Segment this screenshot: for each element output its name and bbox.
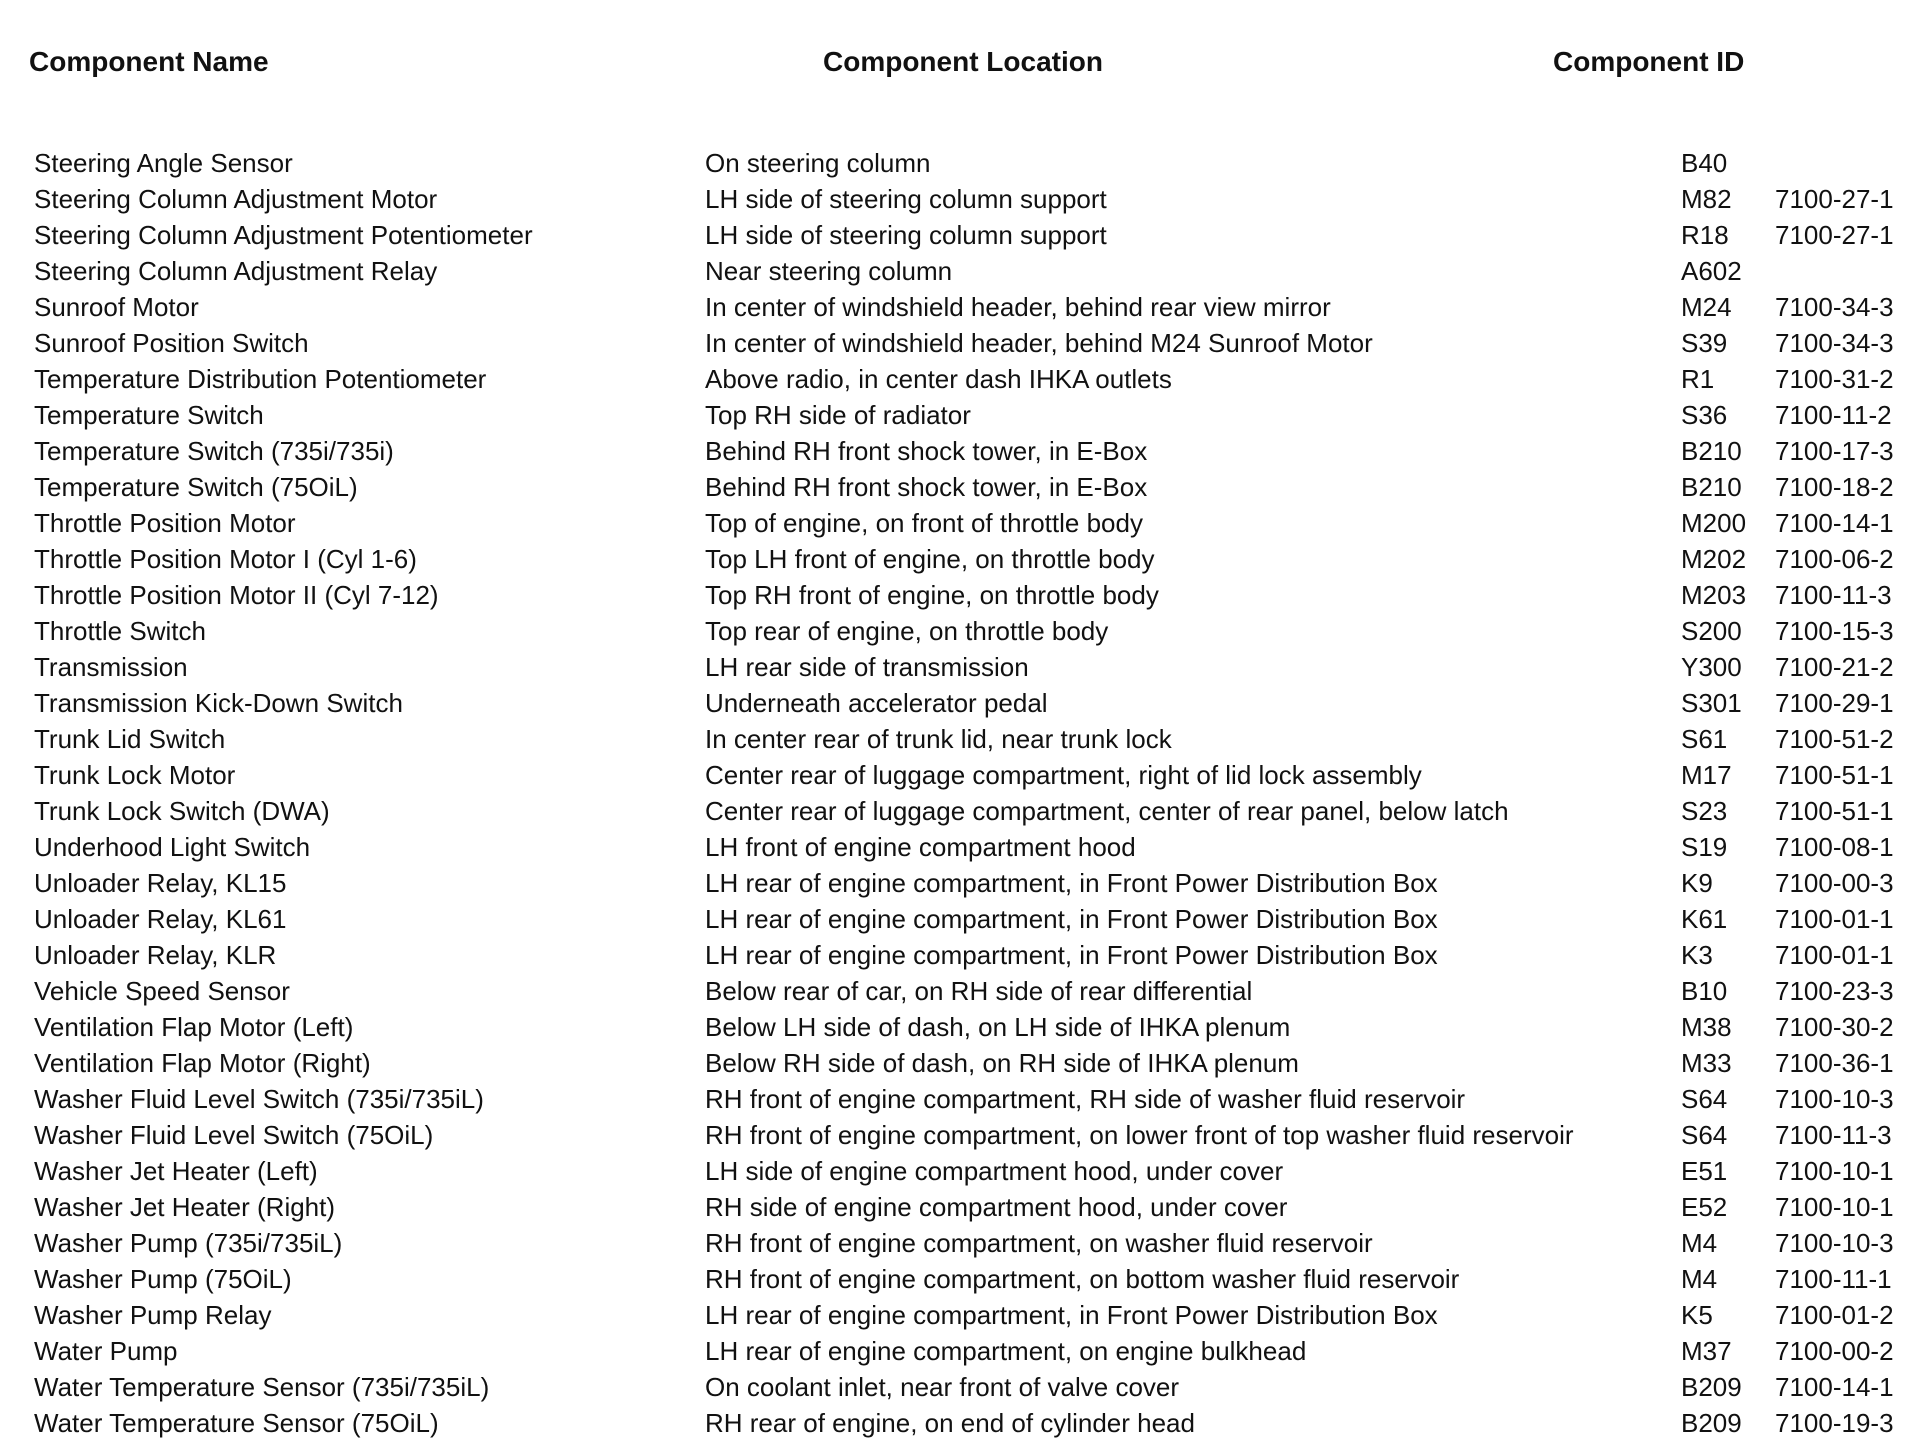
component-name-cell: Temperature Distribution Potentiometer bbox=[34, 364, 487, 394]
component-reference-cell: 7100-30-2 bbox=[1775, 1012, 1894, 1042]
table-row bbox=[0, 1333, 1912, 1369]
component-name-cell: Steering Column Adjustment Potentiometer bbox=[34, 220, 533, 250]
component-reference-cell: 7100-01-1 bbox=[1775, 904, 1894, 934]
component-name-cell: Trunk Lock Switch (DWA) bbox=[34, 796, 330, 826]
component-reference-cell: 7100-11-3 bbox=[1775, 1120, 1892, 1150]
component-name-cell: Unloader Relay, KLR bbox=[34, 940, 277, 970]
component-reference-cell: 7100-10-1 bbox=[1775, 1192, 1894, 1222]
component-reference-cell: 7100-17-3 bbox=[1775, 436, 1894, 466]
component-name-cell: Transmission Kick-Down Switch bbox=[34, 688, 403, 718]
component-id-cell: M4 bbox=[1681, 1264, 1718, 1294]
component-id-cell: B210 bbox=[1681, 436, 1742, 466]
component-location-cell: LH side of engine compartment hood, under cover bbox=[705, 1156, 1284, 1186]
component-id-cell: M24 bbox=[1681, 292, 1732, 322]
component-location-cell: Center rear of luggage compartment, center of rear panel, below latch bbox=[705, 796, 1509, 826]
table-row bbox=[0, 541, 1912, 577]
component-location-cell: Top RH side of radiator bbox=[705, 400, 971, 430]
component-table-body bbox=[0, 145, 1912, 1441]
table-row bbox=[0, 685, 1912, 721]
component-id-cell: S64 bbox=[1681, 1084, 1728, 1114]
table-row bbox=[0, 757, 1912, 793]
component-reference-cell: 7100-51-1 bbox=[1775, 760, 1894, 790]
component-location-cell: Near steering column bbox=[705, 256, 953, 286]
table-row bbox=[0, 397, 1912, 433]
component-reference-cell: 7100-34-3 bbox=[1775, 292, 1894, 322]
component-location-cell: In center rear of trunk lid, near trunk lock bbox=[705, 724, 1172, 754]
table-row bbox=[0, 469, 1912, 505]
component-id-cell: Y300 bbox=[1681, 652, 1742, 682]
component-id-cell: E52 bbox=[1681, 1192, 1728, 1222]
component-name-cell: Trunk Lid Switch bbox=[34, 724, 226, 754]
component-location-cell: Below rear of car, on RH side of rear differential bbox=[705, 976, 1253, 1006]
component-location-cell: RH rear of engine, on end of cylinder head bbox=[705, 1408, 1195, 1438]
table-row bbox=[0, 1045, 1912, 1081]
column-header-component-name: Component Name bbox=[29, 46, 269, 77]
component-location-cell: RH side of engine compartment hood, under cover bbox=[705, 1192, 1288, 1222]
component-reference-cell: 7100-08-1 bbox=[1775, 832, 1894, 862]
component-name-cell: Throttle Position Motor bbox=[34, 508, 296, 538]
table-row bbox=[0, 361, 1912, 397]
table-row bbox=[0, 793, 1912, 829]
table-row bbox=[0, 577, 1912, 613]
component-reference-cell: 7100-00-3 bbox=[1775, 868, 1894, 898]
component-id-cell: M200 bbox=[1681, 508, 1747, 538]
component-reference-cell: 7100-01-2 bbox=[1775, 1300, 1894, 1330]
component-name-cell: Water Pump bbox=[34, 1336, 178, 1366]
table-row bbox=[0, 721, 1912, 757]
component-name-cell: Washer Fluid Level Switch (735i/735iL) bbox=[34, 1084, 484, 1114]
table-row bbox=[0, 973, 1912, 1009]
component-id-cell: A602 bbox=[1681, 256, 1742, 286]
component-name-cell: Washer Jet Heater (Right) bbox=[34, 1192, 336, 1222]
component-location-cell: RH front of engine compartment, on bottom washer fluid reservoir bbox=[705, 1264, 1460, 1294]
table-row bbox=[0, 1225, 1912, 1261]
component-name-cell: Washer Fluid Level Switch (75OiL) bbox=[34, 1120, 434, 1150]
component-id-cell: M38 bbox=[1681, 1012, 1732, 1042]
component-id-cell: M17 bbox=[1681, 760, 1732, 790]
component-reference-cell: 7100-14-1 bbox=[1775, 1372, 1894, 1402]
component-name-cell: Temperature Switch (75OiL) bbox=[34, 472, 358, 502]
component-name-cell: Unloader Relay, KL61 bbox=[34, 904, 287, 934]
component-location-cell: Top RH front of engine, on throttle body bbox=[705, 580, 1159, 610]
table-row bbox=[0, 253, 1912, 289]
component-reference-cell: 7100-23-3 bbox=[1775, 976, 1894, 1006]
component-id-cell: S301 bbox=[1681, 688, 1742, 718]
table-row bbox=[0, 1117, 1912, 1153]
component-reference-cell: 7100-10-3 bbox=[1775, 1228, 1894, 1258]
table-row bbox=[0, 217, 1912, 253]
component-reference-cell: 7100-10-1 bbox=[1775, 1156, 1894, 1186]
component-location-cell: Top LH front of engine, on throttle body bbox=[705, 544, 1155, 574]
component-location-cell: Below LH side of dash, on LH side of IHKA plenum bbox=[705, 1012, 1291, 1042]
component-reference-cell: 7100-51-1 bbox=[1775, 796, 1894, 826]
component-id-cell: S61 bbox=[1681, 724, 1728, 754]
component-reference-cell: 7100-11-3 bbox=[1775, 580, 1892, 610]
component-id-cell: M202 bbox=[1681, 544, 1747, 574]
component-id-cell: R1 bbox=[1681, 364, 1715, 394]
component-reference-cell: 7100-21-2 bbox=[1775, 652, 1894, 682]
component-location-cell: In center of windshield header, behind M24 Sunroof Motor bbox=[705, 328, 1373, 358]
table-row bbox=[0, 865, 1912, 901]
component-reference-cell: 7100-31-2 bbox=[1775, 364, 1894, 394]
component-reference-cell: 7100-19-3 bbox=[1775, 1408, 1894, 1438]
component-location-cell: Underneath accelerator pedal bbox=[705, 688, 1048, 718]
component-location-cell: LH rear of engine compartment, on engine bulkhead bbox=[705, 1336, 1307, 1366]
component-id-cell: S19 bbox=[1681, 832, 1728, 862]
component-name-cell: Sunroof Motor bbox=[34, 292, 199, 322]
component-reference-cell: 7100-27-1 bbox=[1775, 220, 1894, 250]
component-name-cell: Water Temperature Sensor (75OiL) bbox=[34, 1408, 439, 1438]
component-location-cell: RH front of engine compartment, RH side of washer fluid reservoir bbox=[705, 1084, 1466, 1114]
component-id-cell: B10 bbox=[1681, 976, 1728, 1006]
table-row bbox=[0, 1405, 1912, 1441]
table-row bbox=[0, 1189, 1912, 1225]
component-id-cell: K5 bbox=[1681, 1300, 1713, 1330]
table-row bbox=[0, 829, 1912, 865]
component-name-cell: Ventilation Flap Motor (Left) bbox=[34, 1012, 354, 1042]
table-row bbox=[0, 505, 1912, 541]
component-reference-cell: 7100-51-2 bbox=[1775, 724, 1894, 754]
component-name-cell: Underhood Light Switch bbox=[34, 832, 311, 862]
component-id-cell: B210 bbox=[1681, 472, 1742, 502]
component-reference-cell: 7100-11-1 bbox=[1775, 1264, 1892, 1294]
component-location-cell: LH rear of engine compartment, in Front Power Distribution Box bbox=[705, 1300, 1438, 1330]
component-name-cell: Washer Pump Relay bbox=[34, 1300, 272, 1330]
table-row bbox=[0, 1081, 1912, 1117]
component-id-cell: S200 bbox=[1681, 616, 1742, 646]
component-name-cell: Steering Column Adjustment Motor bbox=[34, 184, 438, 214]
component-location-cell: Top rear of engine, on throttle body bbox=[705, 616, 1109, 646]
component-name-cell: Washer Jet Heater (Left) bbox=[34, 1156, 318, 1186]
component-reference-cell: 7100-34-3 bbox=[1775, 328, 1894, 358]
component-location-cell: Below RH side of dash, on RH side of IHKA plenum bbox=[705, 1048, 1299, 1078]
component-location-cell: LH rear of engine compartment, in Front Power Distribution Box bbox=[705, 868, 1438, 898]
component-name-cell: Throttle Switch bbox=[34, 616, 206, 646]
table-row bbox=[0, 433, 1912, 469]
component-location-cell: LH rear side of transmission bbox=[705, 652, 1029, 682]
component-name-cell: Steering Column Adjustment Relay bbox=[34, 256, 438, 286]
component-id-cell: M82 bbox=[1681, 184, 1732, 214]
component-location-cell: RH front of engine compartment, on lower front of top washer fluid reservoir bbox=[705, 1120, 1574, 1150]
component-name-cell: Water Temperature Sensor (735i/735iL) bbox=[34, 1372, 490, 1402]
table-row bbox=[0, 649, 1912, 685]
component-id-cell: K61 bbox=[1681, 904, 1728, 934]
component-id-cell: R18 bbox=[1681, 220, 1729, 250]
table-row bbox=[0, 1153, 1912, 1189]
component-reference-cell: 7100-15-3 bbox=[1775, 616, 1894, 646]
table-row bbox=[0, 1369, 1912, 1405]
component-id-cell: B209 bbox=[1681, 1408, 1742, 1438]
component-reference-cell: 7100-18-2 bbox=[1775, 472, 1894, 502]
component-reference-cell: 7100-14-1 bbox=[1775, 508, 1894, 538]
component-name-cell: Ventilation Flap Motor (Right) bbox=[34, 1048, 371, 1078]
table-row bbox=[0, 901, 1912, 937]
component-location-cell: Behind RH front shock tower, in E-Box bbox=[705, 472, 1148, 502]
table-row bbox=[0, 325, 1912, 361]
table-row bbox=[0, 1297, 1912, 1333]
component-location-cell: Top of engine, on front of throttle body bbox=[705, 508, 1143, 538]
component-id-cell: M203 bbox=[1681, 580, 1747, 610]
component-reference-cell: 7100-06-2 bbox=[1775, 544, 1894, 574]
component-id-cell: S39 bbox=[1681, 328, 1728, 358]
component-id-cell: M33 bbox=[1681, 1048, 1732, 1078]
component-reference-cell: 7100-36-1 bbox=[1775, 1048, 1894, 1078]
component-name-cell: Trunk Lock Motor bbox=[34, 760, 236, 790]
component-id-cell: M4 bbox=[1681, 1228, 1718, 1258]
component-reference-cell: 7100-11-2 bbox=[1775, 400, 1892, 430]
component-location-cell: In center of windshield header, behind rear view mirror bbox=[705, 292, 1331, 322]
component-name-cell: Temperature Switch (735i/735i) bbox=[34, 436, 394, 466]
component-name-cell: Transmission bbox=[34, 652, 188, 682]
component-name-cell: Throttle Position Motor I (Cyl 1-6) bbox=[34, 544, 417, 574]
component-reference-cell: 7100-00-2 bbox=[1775, 1336, 1894, 1366]
component-id-cell: B40 bbox=[1681, 148, 1728, 178]
column-header-component-id: Component ID bbox=[1553, 46, 1745, 77]
table-row bbox=[0, 1261, 1912, 1297]
component-name-cell: Washer Pump (735i/735iL) bbox=[34, 1228, 343, 1258]
component-location-cell: LH side of steering column support bbox=[705, 220, 1107, 250]
component-location-cell: LH rear of engine compartment, in Front Power Distribution Box bbox=[705, 904, 1438, 934]
component-id-cell: K3 bbox=[1681, 940, 1713, 970]
component-id-cell: M37 bbox=[1681, 1336, 1732, 1366]
component-reference-cell: 7100-10-3 bbox=[1775, 1084, 1894, 1114]
component-id-cell: K9 bbox=[1681, 868, 1713, 898]
component-name-cell: Sunroof Position Switch bbox=[34, 328, 309, 358]
table-row bbox=[0, 613, 1912, 649]
component-location-cell: On steering column bbox=[705, 148, 931, 178]
component-name-cell: Washer Pump (75OiL) bbox=[34, 1264, 292, 1294]
component-reference-cell: 7100-01-1 bbox=[1775, 940, 1894, 970]
component-id-cell: S23 bbox=[1681, 796, 1728, 826]
component-location-cell: RH front of engine compartment, on washer fluid reservoir bbox=[705, 1228, 1373, 1258]
table-row bbox=[0, 289, 1912, 325]
component-location-cell: Center rear of luggage compartment, right of lid lock assembly bbox=[705, 760, 1422, 790]
component-name-cell: Steering Angle Sensor bbox=[34, 148, 293, 178]
component-location-cell: LH side of steering column support bbox=[705, 184, 1107, 214]
component-location-cell: On coolant inlet, near front of valve cover bbox=[705, 1372, 1180, 1402]
column-header-component-location: Component Location bbox=[823, 46, 1103, 77]
component-location-cell: Behind RH front shock tower, in E-Box bbox=[705, 436, 1148, 466]
table-row bbox=[0, 937, 1912, 973]
component-location-cell: LH rear of engine compartment, in Front Power Distribution Box bbox=[705, 940, 1438, 970]
component-name-cell: Throttle Position Motor II (Cyl 7-12) bbox=[34, 580, 439, 610]
table-row bbox=[0, 145, 1912, 181]
component-name-cell: Temperature Switch bbox=[34, 400, 264, 430]
component-location-cell: Above radio, in center dash IHKA outlets bbox=[705, 364, 1172, 394]
component-location-cell: LH front of engine compartment hood bbox=[705, 832, 1136, 862]
component-name-cell: Vehicle Speed Sensor bbox=[34, 976, 290, 1006]
component-id-cell: B209 bbox=[1681, 1372, 1742, 1402]
component-name-cell: Unloader Relay, KL15 bbox=[34, 868, 287, 898]
table-row bbox=[0, 1009, 1912, 1045]
component-reference-cell: 7100-27-1 bbox=[1775, 184, 1894, 214]
component-reference-cell: 7100-29-1 bbox=[1775, 688, 1894, 718]
component-id-cell: S64 bbox=[1681, 1120, 1728, 1150]
component-id-cell: S36 bbox=[1681, 400, 1728, 430]
component-id-cell: E51 bbox=[1681, 1156, 1728, 1186]
table-row bbox=[0, 181, 1912, 217]
